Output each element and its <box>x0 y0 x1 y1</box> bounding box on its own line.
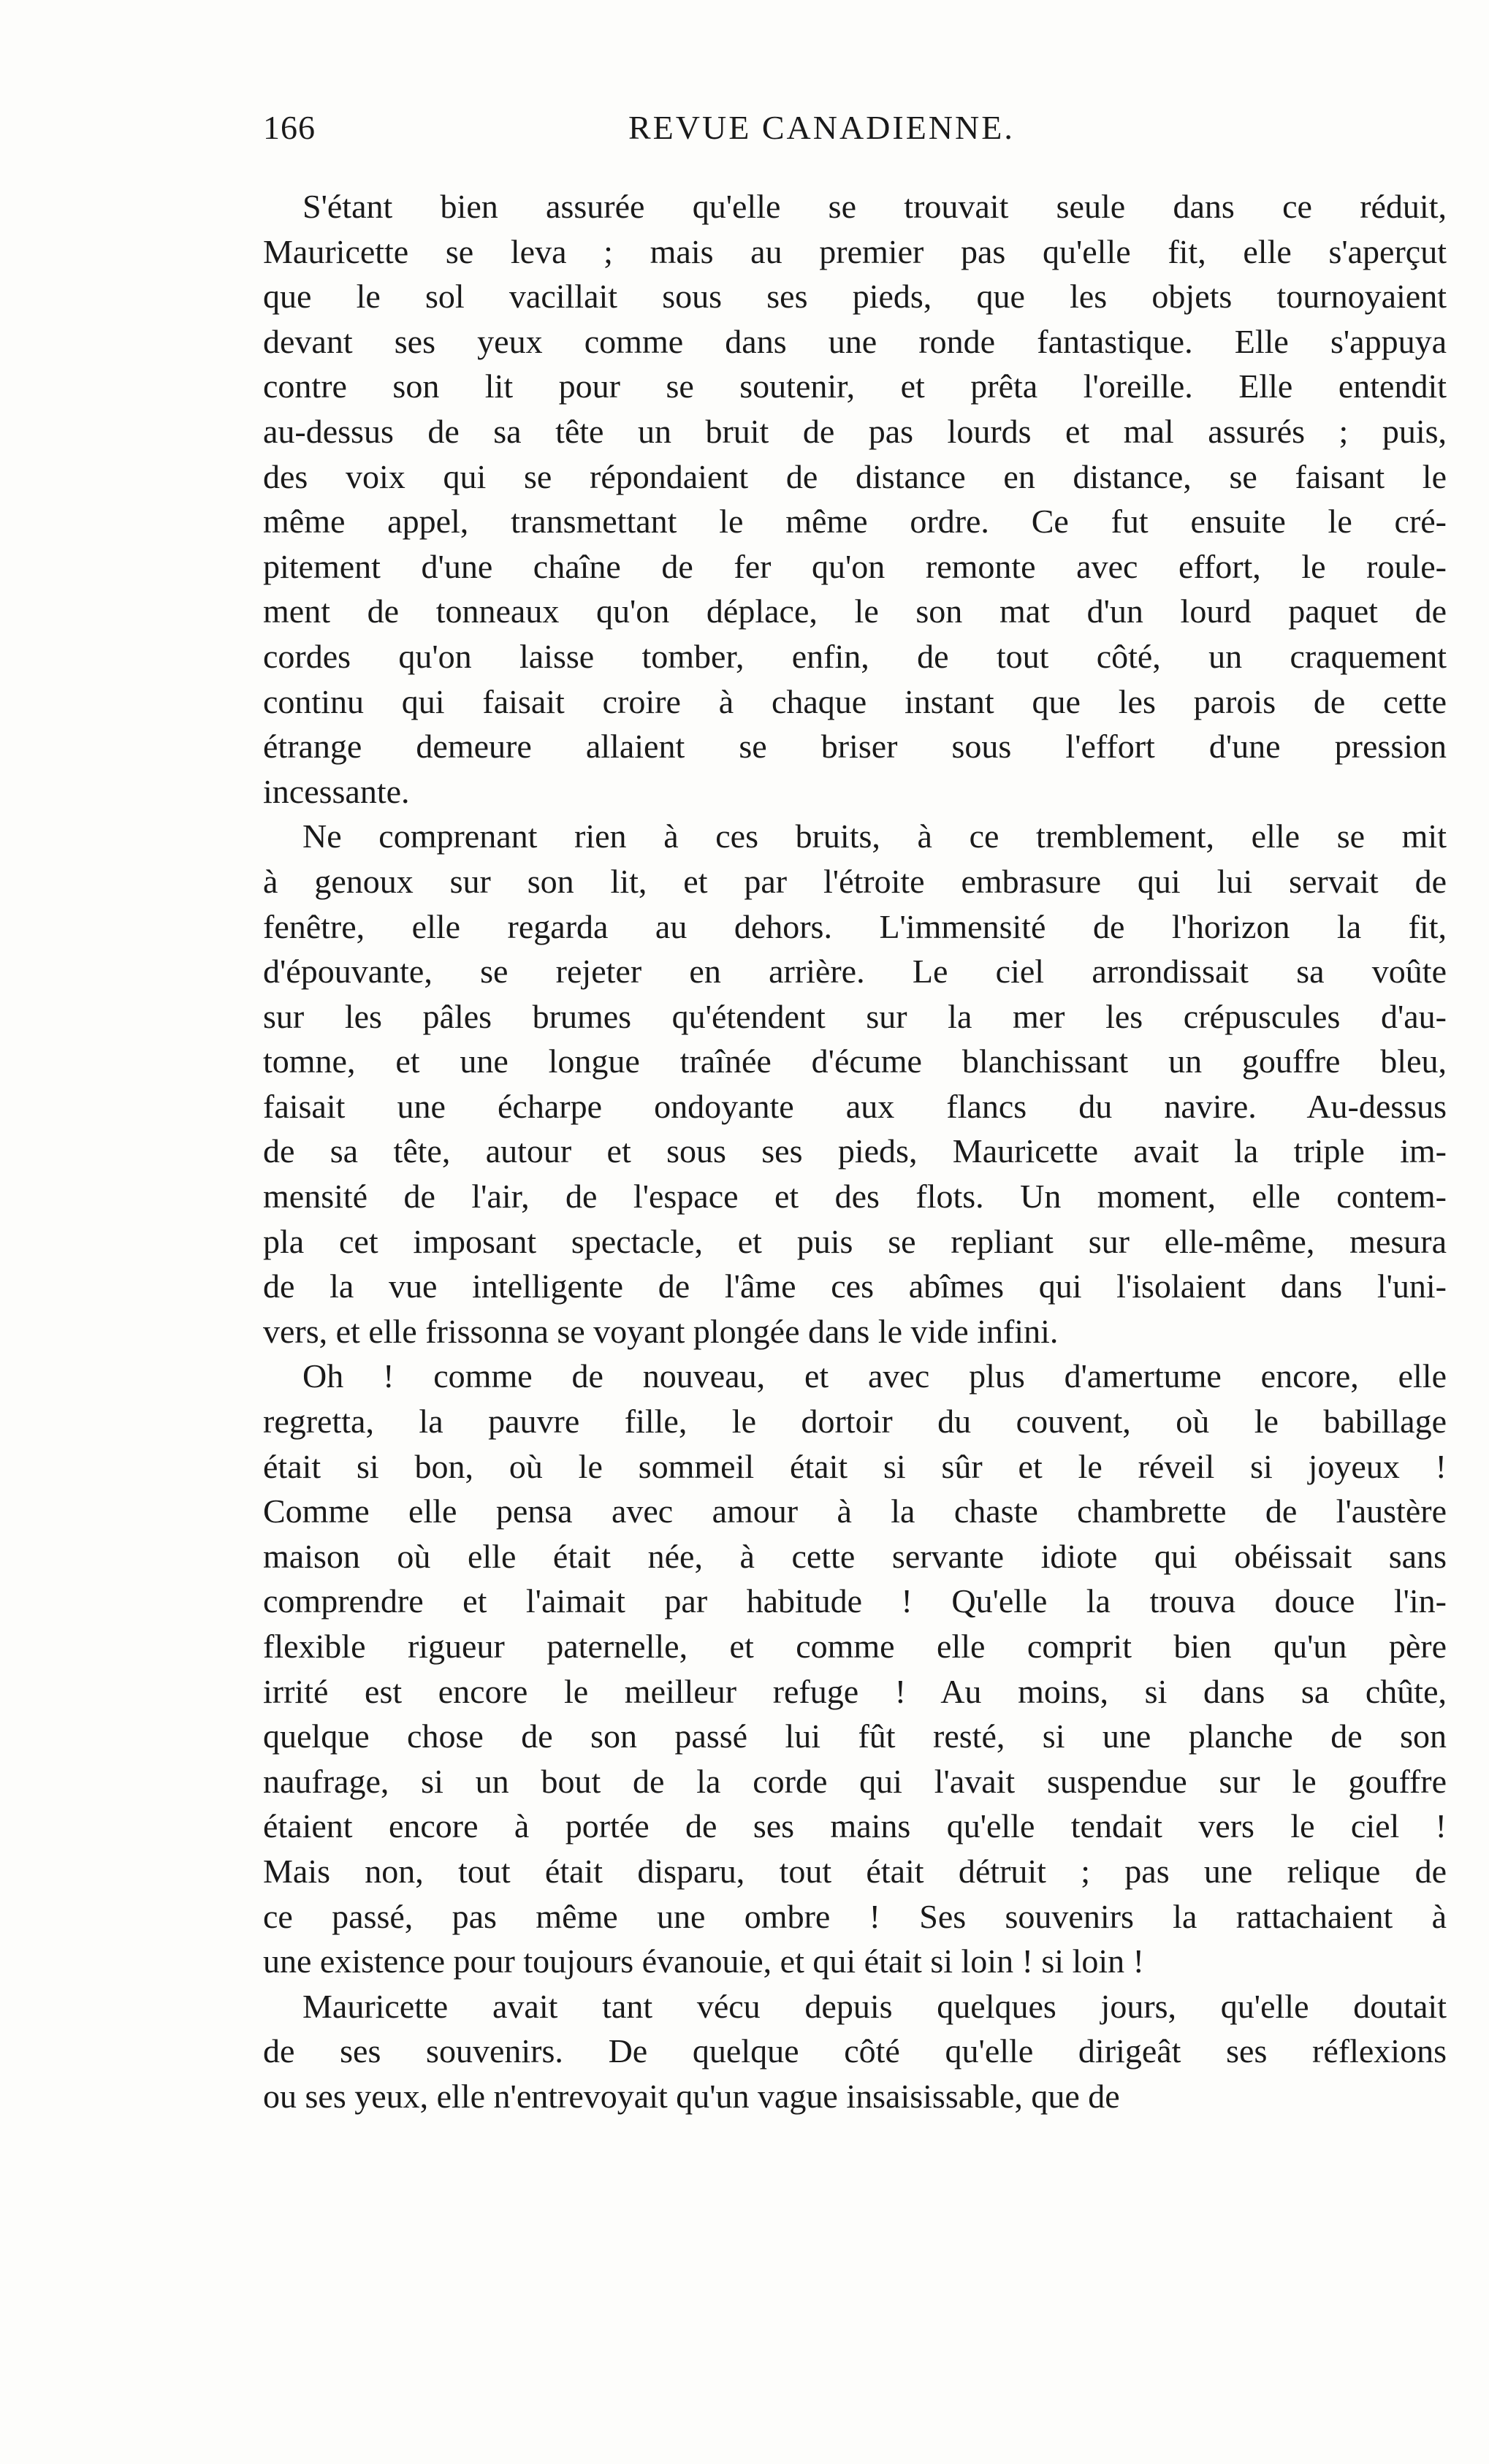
text-line: de sa tête, autour et sous ses pieds, Mauricette avait la triple im- <box>263 1132 1447 1170</box>
text-line: Comme elle pensa avec amour à la chaste chambrette de l'austère <box>263 1492 1447 1530</box>
text-line: regretta, la pauvre fille, le dortoir du couvent, où le babillage <box>263 1403 1447 1441</box>
text-line: continu qui faisait croire à chaque instant que les parois de cette <box>263 682 1447 720</box>
text-line: une existence pour toujours évanouie, et qui était si loin ! si loin ! <box>263 1942 1144 1980</box>
text-line: irrité est encore le meilleur refuge ! Au moins, si dans sa chûte, <box>263 1672 1447 1710</box>
text-line: de ses souvenirs. De quelque côté qu'elle dirigeât ses réflexions <box>263 2032 1447 2070</box>
text-line: tomne, et une longue traînée d'écume blanchissant un gouffre bleu, <box>263 1042 1447 1080</box>
text-line: pitement d'une chaîne de fer qu'on remonte avec effort, le roule- <box>263 547 1447 585</box>
text-line: étrange demeure allaient se briser sous l'effort d'une pression <box>263 728 1447 766</box>
text-line: S'étant bien assurée qu'elle se trouvait seule dans ce réduit, <box>302 188 1447 225</box>
text-line: d'épouvante, se rejeter en arrière. Le ciel arrondissait sa voûte <box>263 953 1447 991</box>
text-line: Oh ! comme de nouveau, et avec plus d'amertume encore, elle <box>302 1357 1447 1395</box>
body-text <box>263 184 1447 2119</box>
text-line: comprendre et l'aimait par habitude ! Qu'elle la trouva douce l'in- <box>263 1582 1447 1620</box>
text-line: devant ses yeux comme dans une ronde fantastique. Elle s'appuya <box>263 322 1447 360</box>
paragraph <box>263 1984 1447 2119</box>
text-line: Mauricette avait tant vécu depuis quelques jours, qu'elle doutait <box>302 1987 1447 2025</box>
text-line: au-dessus de sa tête un bruit de pas lourds et mal assurés ; puis, <box>263 412 1447 450</box>
text-line: sur les pâles brumes qu'étendent sur la mer les crépuscules d'au- <box>263 997 1447 1035</box>
paragraph <box>263 1354 1447 1983</box>
paragraph <box>263 814 1447 1354</box>
text-line: Mais non, tout était disparu, tout était détruit ; pas une relique de <box>263 1852 1447 1890</box>
text-line: pla cet imposant spectacle, et puis se repliant sur elle-même, mesura <box>263 1222 1447 1260</box>
text-line: faisait une écharpe ondoyante aux flancs du navire. Au-dessus <box>263 1087 1447 1125</box>
page-number: 166 <box>263 109 316 146</box>
text-line: vers, et elle frissonna se voyant plongée dans le vide infini. <box>263 1312 1059 1350</box>
text-line: ment de tonneaux qu'on déplace, le son mat d'un lourd paquet de <box>263 592 1447 630</box>
text-line: de la vue intelligente de l'âme ces abîmes qui l'isolaient dans l'uni- <box>263 1267 1447 1305</box>
text-line: incessante. <box>263 772 410 810</box>
text-line: même appel, transmettant le même ordre. Ce fut ensuite le cré- <box>263 503 1447 541</box>
text-line: cordes qu'on laisse tomber, enfin, de tout côté, un craquement <box>263 637 1447 675</box>
text-line: flexible rigueur paternelle, et comme elle comprit bien qu'un père <box>263 1628 1447 1665</box>
journal-title: REVUE CANADIENNE. <box>628 109 1015 146</box>
text-line: contre son lit pour se soutenir, et prêta l'oreille. Elle entendit <box>263 367 1447 405</box>
text-line: était si bon, où le sommeil était si sûr et le réveil si joyeux ! <box>263 1447 1447 1485</box>
text-line: fenêtre, elle regarda au dehors. L'immensité de l'horizon la fit, <box>263 907 1447 945</box>
text-line: Ne comprenant rien à ces bruits, à ce tremblement, elle se mit <box>302 817 1447 855</box>
text-line: des voix qui se répondaient de distance en distance, se faisant le <box>263 457 1447 495</box>
paragraph <box>263 184 1447 814</box>
text-line: ce passé, pas même une ombre ! Ses souvenirs la rattachaient à <box>263 1897 1447 1935</box>
text-line: mensité de l'air, de l'espace et des flots. Un moment, elle contem- <box>263 1178 1447 1216</box>
text-line: maison où elle était née, à cette servante idiote qui obéissait sans <box>263 1537 1447 1575</box>
text-line: que le sol vacillait sous ses pieds, que les objets tournoyaient <box>263 278 1447 316</box>
text-line: naufrage, si un bout de la corde qui l'avait suspendue sur le gouffre <box>263 1762 1447 1800</box>
running-head <box>263 108 1447 159</box>
text-line: étaient encore à portée de ses mains qu'elle tendait vers le ciel ! <box>263 1807 1447 1845</box>
text-line: Mauricette se leva ; mais au premier pas qu'elle fit, elle s'aperçut <box>263 232 1447 270</box>
text-line: à genoux sur son lit, et par l'étroite embrasure qui lui servait de <box>263 862 1447 900</box>
text-line: quelque chose de son passé lui fût resté, si une planche de son <box>263 1717 1447 1755</box>
text-line: ou ses yeux, elle n'entrevoyait qu'un vague insaisissable, que de <box>263 2077 1120 2115</box>
